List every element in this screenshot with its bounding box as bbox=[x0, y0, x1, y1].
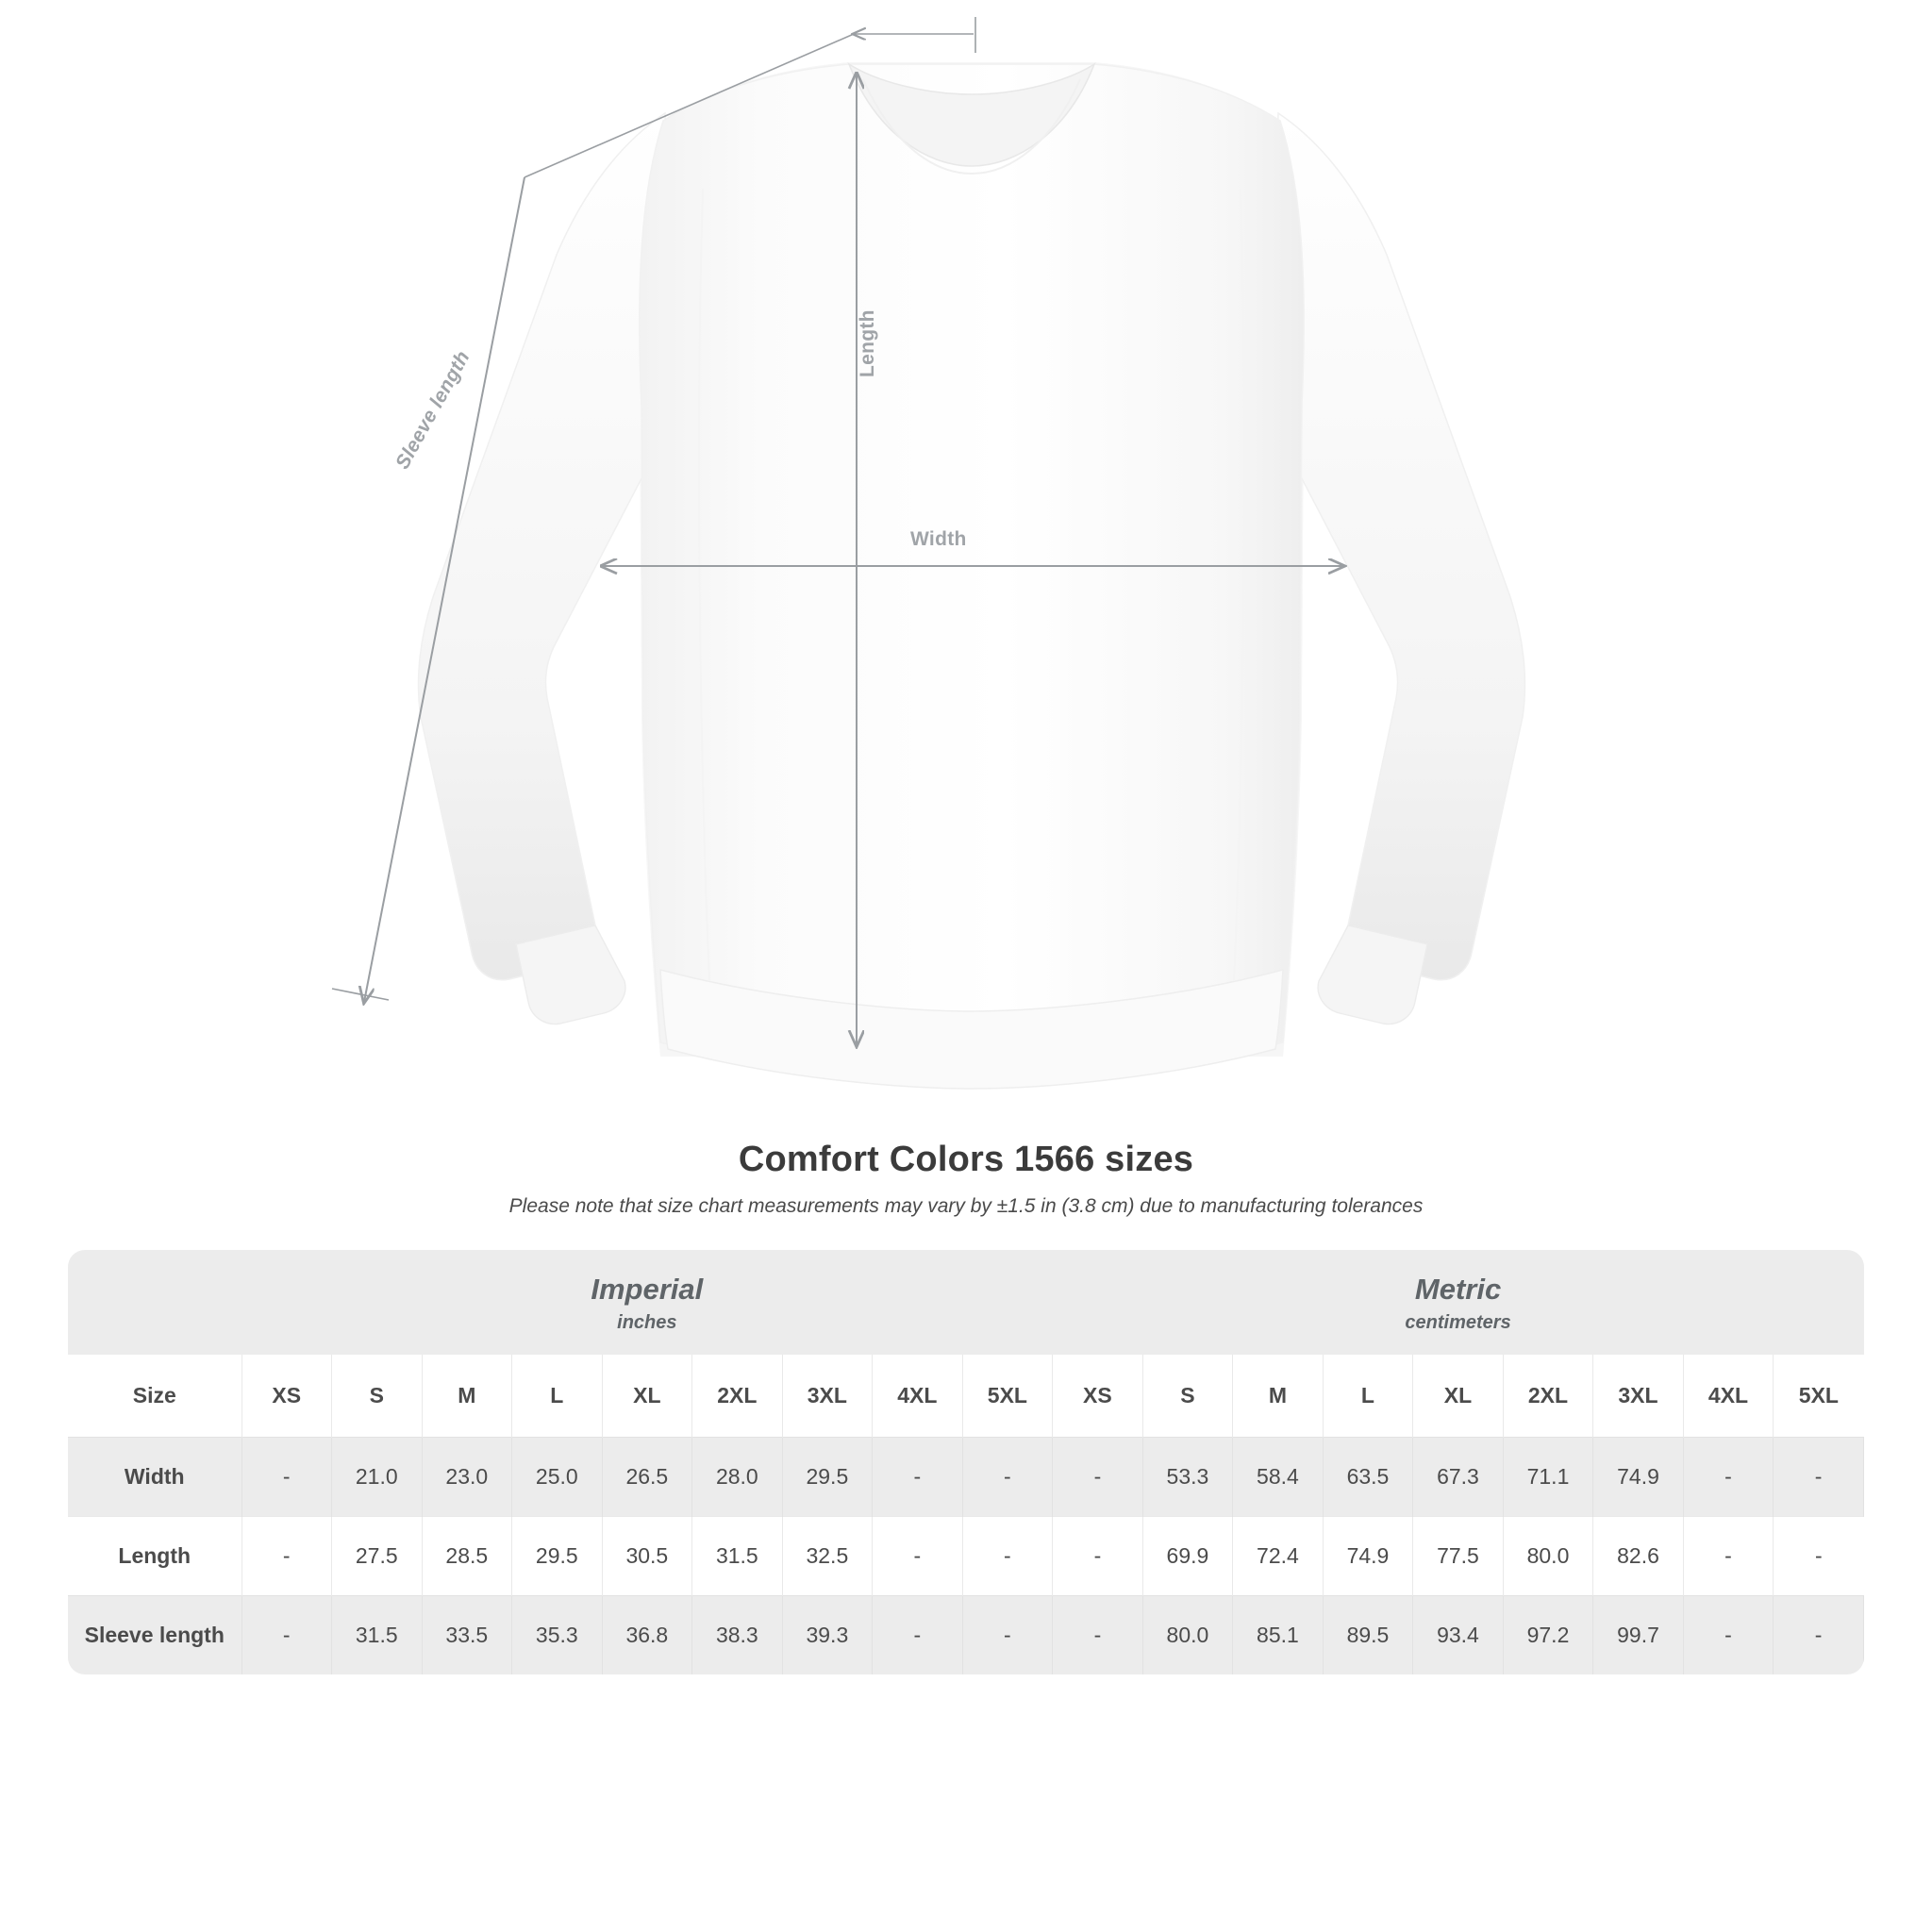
cell-width-metric-4xl: - bbox=[1683, 1437, 1774, 1516]
cell-sleeve-metric-s: 80.0 bbox=[1142, 1595, 1233, 1674]
size-header-row bbox=[68, 1355, 1864, 1438]
cell-width-imperial-5xl: - bbox=[962, 1437, 1053, 1516]
cell-width-metric-xs: - bbox=[1053, 1437, 1143, 1516]
col-header-metric-4xl: 4XL bbox=[1683, 1355, 1774, 1438]
col-header-imperial-s: S bbox=[332, 1355, 423, 1438]
metric-unit-sub: centimeters bbox=[1405, 1311, 1511, 1333]
col-header-imperial-xs: XS bbox=[242, 1355, 332, 1438]
cell-length-imperial-m: 28.5 bbox=[422, 1516, 512, 1595]
table-row bbox=[68, 1437, 1864, 1516]
col-header-metric-3xl: 3XL bbox=[1593, 1355, 1684, 1438]
table-corner-cell bbox=[68, 1250, 242, 1355]
cell-length-imperial-2xl: 31.5 bbox=[692, 1516, 783, 1595]
cell-sleeve-metric-l: 89.5 bbox=[1323, 1595, 1413, 1674]
cell-width-imperial-xl: 26.5 bbox=[602, 1437, 692, 1516]
imperial-unit-header bbox=[242, 1250, 1053, 1355]
col-header-imperial-l: L bbox=[512, 1355, 603, 1438]
unit-header-row bbox=[68, 1250, 1864, 1355]
size-label-cell: Size bbox=[68, 1355, 242, 1438]
cell-length-imperial-3xl: 32.5 bbox=[782, 1516, 873, 1595]
cell-width-imperial-m: 23.0 bbox=[422, 1437, 512, 1516]
cell-sleeve-metric-3xl: 99.7 bbox=[1593, 1595, 1684, 1674]
col-header-imperial-m: M bbox=[422, 1355, 512, 1438]
cell-sleeve-imperial-xs: - bbox=[242, 1595, 332, 1674]
cell-length-metric-m: 72.4 bbox=[1233, 1516, 1324, 1595]
col-header-metric-m: M bbox=[1233, 1355, 1324, 1438]
col-header-metric-5xl: 5XL bbox=[1774, 1355, 1864, 1438]
cell-width-metric-2xl: 71.1 bbox=[1503, 1437, 1593, 1516]
cell-width-imperial-l: 25.0 bbox=[512, 1437, 603, 1516]
cell-sleeve-metric-2xl: 97.2 bbox=[1503, 1595, 1593, 1674]
cell-sleeve-imperial-4xl: - bbox=[873, 1595, 963, 1674]
cell-sleeve-metric-xs: - bbox=[1053, 1595, 1143, 1674]
cell-width-imperial-4xl: - bbox=[873, 1437, 963, 1516]
cell-width-imperial-2xl: 28.0 bbox=[692, 1437, 783, 1516]
metric-unit-name: Metric bbox=[1414, 1273, 1502, 1306]
cell-length-metric-2xl: 80.0 bbox=[1503, 1516, 1593, 1595]
cell-length-metric-5xl: - bbox=[1774, 1516, 1864, 1595]
width-dimension-label: Width bbox=[910, 528, 967, 550]
cell-width-metric-5xl: - bbox=[1774, 1437, 1864, 1516]
imperial-unit-sub: inches bbox=[617, 1311, 677, 1333]
cell-length-metric-3xl: 82.6 bbox=[1593, 1516, 1684, 1595]
cell-sleeve-imperial-l: 35.3 bbox=[512, 1595, 603, 1674]
cell-sleeve-metric-5xl: - bbox=[1774, 1595, 1864, 1674]
col-header-imperial-2xl: 2XL bbox=[692, 1355, 783, 1438]
cell-sleeve-imperial-3xl: 39.3 bbox=[782, 1595, 873, 1674]
col-header-metric-xs: XS bbox=[1053, 1355, 1143, 1438]
right-cuff bbox=[1318, 925, 1427, 1024]
col-header-imperial-5xl: 5XL bbox=[962, 1355, 1053, 1438]
cell-width-metric-l: 63.5 bbox=[1323, 1437, 1413, 1516]
right-sleeve bbox=[1269, 113, 1524, 980]
cell-width-imperial-s: 21.0 bbox=[332, 1437, 423, 1516]
row-label-sleeve-length: Sleeve length bbox=[68, 1595, 242, 1674]
col-header-imperial-4xl: 4XL bbox=[873, 1355, 963, 1438]
col-header-imperial-xl: XL bbox=[602, 1355, 692, 1438]
cell-width-imperial-xs: - bbox=[242, 1437, 332, 1516]
table-row bbox=[68, 1516, 1864, 1595]
cell-width-imperial-3xl: 29.5 bbox=[782, 1437, 873, 1516]
cell-length-metric-s: 69.9 bbox=[1142, 1516, 1233, 1595]
cell-width-metric-m: 58.4 bbox=[1233, 1437, 1324, 1516]
page-title: Comfort Colors 1566 sizes bbox=[738, 1140, 1194, 1179]
title-block bbox=[0, 1140, 1932, 1218]
cell-sleeve-imperial-m: 33.5 bbox=[422, 1595, 512, 1674]
cell-length-imperial-s: 27.5 bbox=[332, 1516, 423, 1595]
cell-width-metric-3xl: 74.9 bbox=[1593, 1437, 1684, 1516]
cell-length-metric-xl: 77.5 bbox=[1413, 1516, 1504, 1595]
cell-length-metric-4xl: - bbox=[1683, 1516, 1774, 1595]
cell-length-imperial-xl: 30.5 bbox=[602, 1516, 692, 1595]
col-header-metric-s: S bbox=[1142, 1355, 1233, 1438]
cell-width-metric-s: 53.3 bbox=[1142, 1437, 1233, 1516]
row-label-length: Length bbox=[68, 1516, 242, 1595]
col-header-imperial-3xl: 3XL bbox=[782, 1355, 873, 1438]
garment-body bbox=[640, 64, 1304, 1081]
size-table bbox=[68, 1250, 1864, 1674]
cell-length-metric-l: 74.9 bbox=[1323, 1516, 1413, 1595]
cell-sleeve-imperial-s: 31.5 bbox=[332, 1595, 423, 1674]
metric-unit-header bbox=[1053, 1250, 1864, 1355]
cell-length-imperial-l: 29.5 bbox=[512, 1516, 603, 1595]
cell-length-imperial-xs: - bbox=[242, 1516, 332, 1595]
table-row bbox=[68, 1595, 1864, 1674]
cell-sleeve-imperial-xl: 36.8 bbox=[602, 1595, 692, 1674]
cell-length-metric-xs: - bbox=[1053, 1516, 1143, 1595]
length-dimension-label: Length bbox=[857, 309, 878, 377]
cell-sleeve-metric-xl: 93.4 bbox=[1413, 1595, 1504, 1674]
cell-sleeve-imperial-2xl: 38.3 bbox=[692, 1595, 783, 1674]
col-header-metric-2xl: 2XL bbox=[1503, 1355, 1593, 1438]
left-cuff bbox=[516, 925, 625, 1024]
imperial-unit-name: Imperial bbox=[591, 1273, 704, 1306]
size-table-wrapper bbox=[68, 1250, 1864, 1674]
row-label-width: Width bbox=[68, 1437, 242, 1516]
col-header-metric-xl: XL bbox=[1413, 1355, 1504, 1438]
sleeve-length-dimension-label: Sleeve length bbox=[391, 347, 475, 474]
tolerance-note: Please note that size chart measurements may vary by ±1.5 in (3.8 cm) due to manufacturing tolerances bbox=[508, 1195, 1424, 1217]
cell-width-metric-xl: 67.3 bbox=[1413, 1437, 1504, 1516]
cell-sleeve-metric-m: 85.1 bbox=[1233, 1595, 1324, 1674]
cell-sleeve-imperial-5xl: - bbox=[962, 1595, 1053, 1674]
cell-length-imperial-5xl: - bbox=[962, 1516, 1053, 1595]
left-sleeve bbox=[419, 113, 675, 980]
cell-length-imperial-4xl: - bbox=[873, 1516, 963, 1595]
col-header-metric-l: L bbox=[1323, 1355, 1413, 1438]
cell-sleeve-metric-4xl: - bbox=[1683, 1595, 1774, 1674]
